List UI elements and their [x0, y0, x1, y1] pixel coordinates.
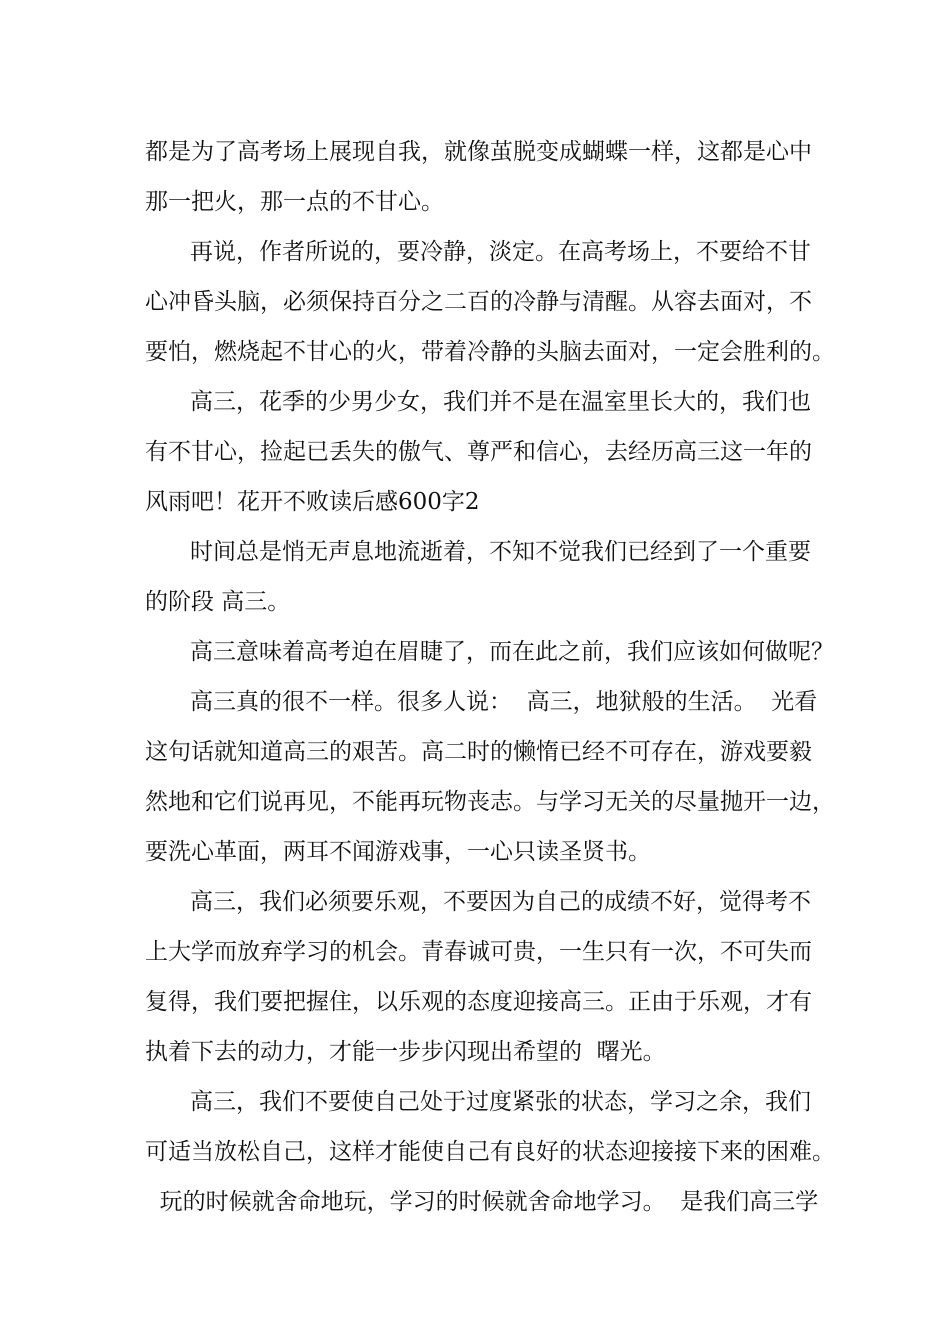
- text-line: 风雨吧！花开不败读后感600字2: [145, 489, 480, 515]
- text-line: 高三，花季的少男少女，我们并不是在温室里长大的，我们也: [190, 389, 811, 415]
- text-line: 这句话就知道高三的艰苦。高二时的懒惰已经不可存在，游戏要毅: [145, 739, 812, 765]
- text-line: 高三真的很不一样。很多人说： 高三，地狱般的生活。 光看: [190, 689, 818, 715]
- text-line: 高三意味着高考迫在眉睫了，而在此之前，我们应该如何做呢？: [190, 639, 834, 665]
- text-line: 高三，我们不要使自己处于过度紧张的状态，学习之余，我们: [190, 1089, 811, 1115]
- text-line: 要洗心革面，两耳不闻游戏事，一心只读圣贤书。: [145, 839, 651, 865]
- text-line: 高三，我们必须要乐观，不要因为自己的成绩不好，觉得考不: [190, 889, 811, 915]
- text-line: 有不甘心，捡起已丢失的傲气、尊严和信心，去经历高三这一年的: [145, 439, 812, 465]
- text-line: 要怕，燃烧起不甘心的火，带着冷静的头脑去面对，一定会胜利的。: [145, 339, 835, 365]
- text-line: 的阶段 高三。: [145, 589, 291, 615]
- text-line: 可适当放松自己，这样才能使自己有良好的状态迎接接下来的困难。: [145, 1139, 835, 1165]
- text-line: 那一把火，那一点的不甘心。: [145, 189, 444, 215]
- text-line: 复得，我们要把握住，以乐观的态度迎接高三。正由于乐观，才有: [145, 989, 812, 1015]
- text-line: 时间总是悄无声息地流逝着，不知不觉我们已经到了一个重要: [190, 539, 811, 565]
- text-line: 然地和它们说再见，不能再玩物丧志。与学习无关的尽量抛开一边，: [145, 789, 835, 815]
- text-line: 玩的时候就舍命地玩，学习的时候就舍命地学习。 是我们高三学: [145, 1189, 819, 1215]
- text-line: 上大学而放弃学习的机会。青春诚可贵，一生只有一次，不可失而: [145, 939, 812, 965]
- text-line: 心冲昏头脑，必须保持百分之二百的冷静与清醒。从容去面对，不: [145, 289, 812, 315]
- text-line: 都是为了高考场上展现自我，就像茧脱变成蝴蝶一样，这都是心中: [145, 139, 812, 165]
- text-line: 执着下去的动力，才能一步步闪现出希望的 曙光。: [145, 1039, 666, 1065]
- text-line: 再说，作者所说的，要冷静，淡定。在高考场上，不要给不甘: [190, 239, 811, 265]
